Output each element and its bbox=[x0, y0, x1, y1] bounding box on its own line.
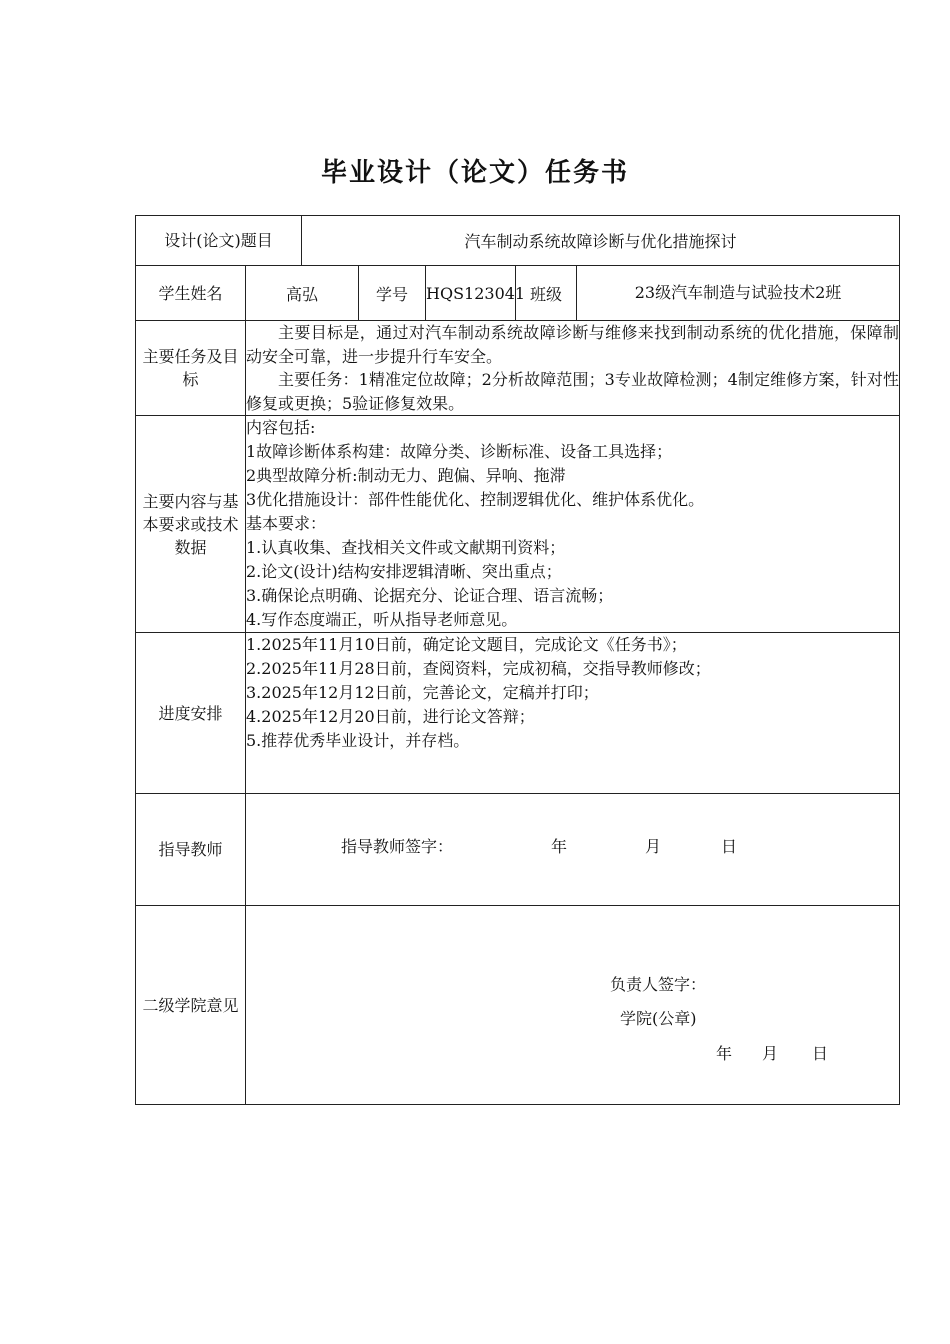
topic-value: 汽车制动系统故障诊断与优化措施探讨 bbox=[302, 216, 900, 266]
college-date bbox=[716, 1041, 828, 1064]
student-id-label: 学号 bbox=[359, 266, 426, 321]
class-label: 班级 bbox=[516, 266, 577, 321]
class-value: 23级汽车制造与试验技术2班 bbox=[577, 266, 900, 321]
topic-row bbox=[136, 216, 900, 266]
content-line: 4.写作态度端正，听从指导老师意见。 bbox=[246, 610, 518, 629]
content-line: 1.认真收集、查找相关文件或文献期刊资料； bbox=[246, 538, 566, 557]
schedule-line: 4.2025年12月20日前，进行论文答辩； bbox=[246, 707, 535, 726]
advisor-signature-label: 指导教师签字： bbox=[341, 837, 454, 856]
content-line: 3.确保论点明确、论据充分、论证合理、语言流畅； bbox=[246, 586, 614, 605]
schedule-line: 2.2025年11月28日前，查阅资料，完成初稿，交指导教师修改； bbox=[246, 659, 711, 678]
content-line: 2.论文(设计)结构安排逻辑清晰、突出重点； bbox=[246, 562, 562, 581]
page-title: 毕业设计（论文）任务书 bbox=[320, 158, 629, 188]
schedule-row bbox=[136, 633, 900, 794]
schedule-list bbox=[246, 633, 900, 794]
topic-label: 设计(论文)题目 bbox=[136, 216, 302, 266]
content-line: 2典型故障分析:制动无力、跑偏、异响、拖滞 bbox=[246, 466, 566, 485]
college-row bbox=[136, 906, 900, 1105]
student-row bbox=[136, 266, 900, 321]
content-list bbox=[246, 416, 900, 633]
advisor-label: 指导教师 bbox=[136, 794, 246, 906]
schedule-line: 1.2025年11月10日前，确定论文题目，完成论文《任务书》； bbox=[246, 635, 687, 654]
college-seal-label: 学院(公章) bbox=[620, 1009, 697, 1028]
content-line: 1故障诊断体系构建：故障分类、诊断标准、设备工具选择； bbox=[246, 442, 673, 461]
tasks-task: 主要任务：1精准定位故障；2分析故障范围；3专业故障检测；4制定维修方案，针对性修复或更换；5验证修复效果。 bbox=[246, 370, 900, 413]
schedule-label: 进度安排 bbox=[136, 633, 246, 794]
content-line: 3优化措施设计：部件性能优化、控制逻辑优化、维护体系优化。 bbox=[246, 490, 705, 509]
student-name: 高弘 bbox=[246, 266, 359, 321]
advisor-year-label: 年 bbox=[551, 837, 568, 856]
advisor-day-label: 日 bbox=[721, 837, 738, 856]
schedule-line: 3.2025年12月12日前，完善论文，定稿并打印； bbox=[246, 683, 599, 702]
advisor-row bbox=[136, 794, 900, 906]
college-opinion-area bbox=[246, 906, 900, 1105]
advisor-signature-area bbox=[246, 794, 900, 906]
content-label: 主要内容与基本要求或技术数据 bbox=[136, 416, 246, 633]
content-row bbox=[136, 416, 900, 633]
advisor-month-label: 月 bbox=[645, 837, 662, 856]
tasks-content bbox=[246, 321, 900, 416]
content-line: 基本要求： bbox=[246, 514, 327, 533]
tasks-row bbox=[136, 321, 900, 416]
tasks-goal: 主要目标是，通过对汽车制动系统故障诊断与维修来找到制动系统的优化措施，保障制动安全可靠，进一步提升行车安全。 bbox=[246, 323, 900, 366]
content-line: 内容包括: bbox=[246, 418, 316, 437]
student-id: HQS123041 bbox=[426, 266, 516, 321]
college-month-label: 月 bbox=[762, 1044, 779, 1063]
student-name-label: 学生姓名 bbox=[136, 266, 246, 321]
task-form-table bbox=[135, 215, 900, 1105]
college-day-label: 日 bbox=[812, 1044, 829, 1063]
college-signature-label: 负责人签字： bbox=[610, 975, 707, 994]
tasks-label: 主要任务及目标 bbox=[136, 321, 246, 416]
schedule-line: 5.推荐优秀毕业设计，并存档。 bbox=[246, 731, 470, 750]
college-label: 二级学院意见 bbox=[136, 906, 246, 1105]
college-year-label: 年 bbox=[716, 1044, 733, 1063]
